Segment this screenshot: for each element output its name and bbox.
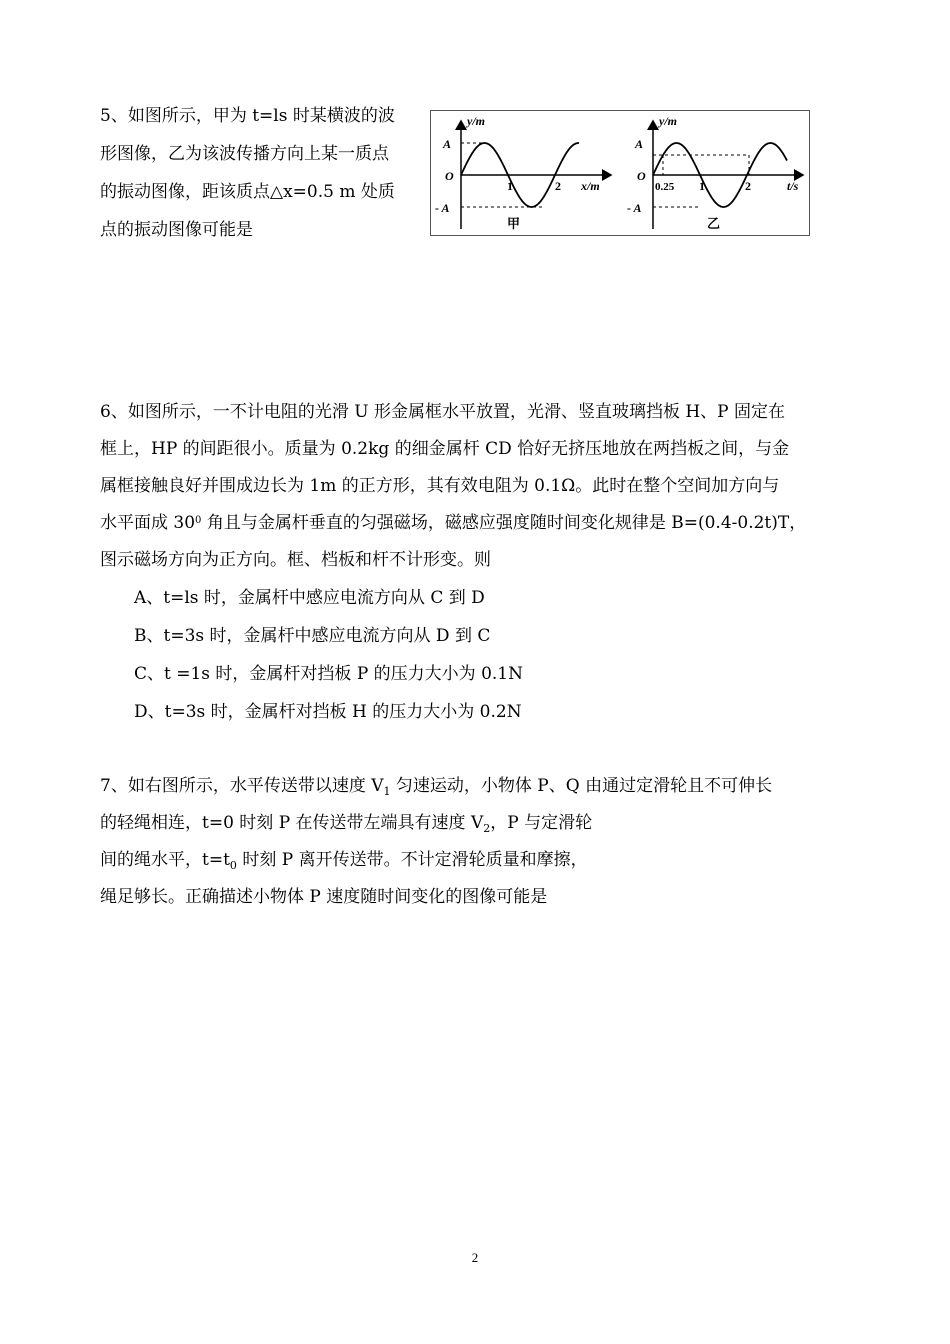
q5-wave-graphs [431, 111, 809, 235]
q7-line-4: 绳足够长。正确描述小物体 P 速度随时间变化的图像可能是 [100, 887, 548, 907]
q6-option-a: A、t=ls 时，金属杆中感应电流方向从 C 到 D [134, 588, 485, 608]
q6-option-c: C、t =1s 时，金属杆对挡板 P 的压力大小为 0.1N [134, 664, 523, 684]
q7-line-1 [100, 775, 772, 797]
right-tick-2: 2 [745, 179, 751, 193]
q7-line-2-post: ，P 与定滑轮 [490, 813, 593, 833]
right-negA-label: - A [627, 201, 642, 215]
left-x-label: x/m [581, 179, 600, 193]
right-y-label: y/m [659, 114, 677, 128]
q6-line-3: 属框接触良好并围成边长为 1m 的正方形，其有效电阻为 0.1Ω。此时在整个空间加方向与 [100, 476, 780, 496]
left-tick-2: 2 [555, 179, 561, 193]
q5-line-3: 的振动图像，距该质点△x=0.5 m 处质 [100, 182, 395, 202]
q7-line-1-post: 匀速运动，小物体 P、Q 由通过定滑轮且不可伸长 [390, 776, 773, 796]
q5-wave-figure [430, 110, 810, 236]
q7-line-3-post: 时刻 P 离开传送带。不计定滑轮质量和摩擦， [236, 850, 588, 870]
q7-t0-sub: 0 [229, 859, 237, 872]
left-A-label: A [443, 137, 452, 151]
q6-line-1: 6、如图所示，一不计电阻的光滑 U 形金属框水平放置，光滑、竖直玻璃挡板 H、P 固定在 [100, 402, 786, 422]
left-y-label: y/m [467, 114, 485, 128]
q6-line-2: 框上，HP 的间距很小。质量为 0.2kg 的细金属杆 CD 恰好无挤压地放在两挡板之间，与金 [100, 439, 790, 459]
right-A-label: A [635, 137, 644, 151]
q5-line-1: 5、如图所示，甲为 t=ls 时某横波的波 [100, 106, 395, 126]
q7-line-1-pre: 7、如右图所示，水平传送带以速度 V [100, 776, 384, 796]
q6-degree-sup: 0 [195, 515, 202, 526]
left-caption: 甲 [507, 217, 521, 232]
right-tick-025: 0.25 [655, 181, 675, 193]
q7-v1-sub: 1 [383, 785, 391, 798]
left-negA-label: - A [435, 201, 450, 215]
right-x-label: t/s [787, 179, 799, 193]
q6-line-4 [100, 512, 806, 534]
q5-line-2: 形图像，乙为该波传播方向上某一质点 [100, 144, 389, 164]
q5-line-4: 点的振动图像可能是 [100, 220, 253, 240]
q7-line-3 [100, 849, 588, 871]
wave-graph-right [627, 114, 803, 232]
q6-line-4-post: 角且与金属杆垂直的匀强磁场，磁感应强度随时间变化规律是 B=(0.4-0.2t)T， [201, 513, 807, 533]
q6-line-4-pre: 水平面成 30 [100, 513, 196, 533]
q6-option-b: B、t=3s 时，金属杆中感应电流方向从 D 到 C [134, 626, 491, 646]
right-caption: 乙 [707, 217, 721, 232]
q7-line-2-pre: 的轻绳相连，t=0 时刻 P 在传送带左端具有速度 V [100, 813, 484, 833]
left-origin-label: O [445, 169, 454, 183]
q7-line-2 [100, 812, 592, 834]
right-tick-1: 1 [699, 179, 705, 193]
right-origin-label: O [637, 169, 646, 183]
q7-v2-sub: 2 [483, 822, 491, 835]
q6-option-d: D、t=3s 时，金属杆对挡板 H 的压力大小为 0.2N [134, 702, 522, 722]
wave-graph-left [435, 114, 611, 232]
q7-line-3-pre: 间的绳水平，t=t [100, 850, 230, 870]
q6-line-5: 图示磁场方向为正方向。框、档板和杆不计形变。则 [100, 550, 491, 570]
page-number: 2 [471, 1250, 479, 1265]
left-tick-1: 1 [507, 179, 513, 193]
